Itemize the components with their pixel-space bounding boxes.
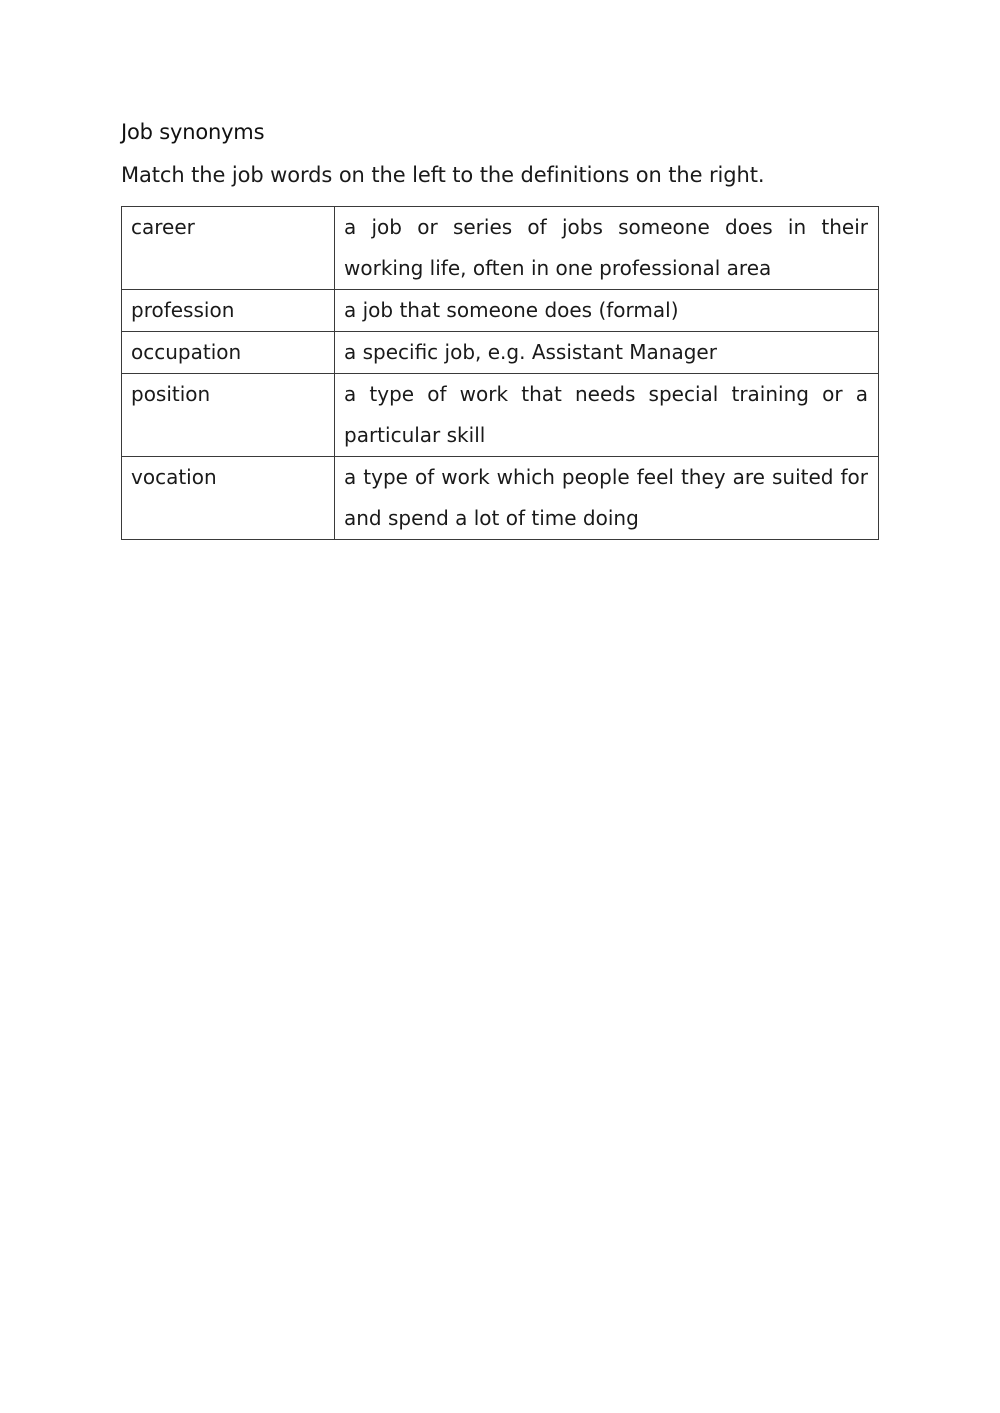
table-row [122,332,879,374]
job-word-cell: career [122,207,335,290]
matching-table [121,206,879,540]
job-word-cell: position [122,374,335,457]
definition-cell: a job that someone does (formal) [335,290,879,332]
page-title: Job synonyms [121,120,265,144]
instruction-text: Match the job words on the left to the definitions on the right. [121,163,765,187]
definition-cell: a type of work that needs special training or a particular skill [335,374,879,457]
table-row [122,374,879,457]
job-word-cell: vocation [122,457,335,540]
table-row [122,290,879,332]
table-row [122,457,879,540]
definition-cell: a job or series of jobs someone does in their working life, often in one professional area [335,207,879,290]
job-word-cell: occupation [122,332,335,374]
table-row [122,207,879,290]
definition-cell: a type of work which people feel they are suited for and spend a lot of time doing [335,457,879,540]
definition-cell: a specific job, e.g. Assistant Manager [335,332,879,374]
job-word-cell: profession [122,290,335,332]
